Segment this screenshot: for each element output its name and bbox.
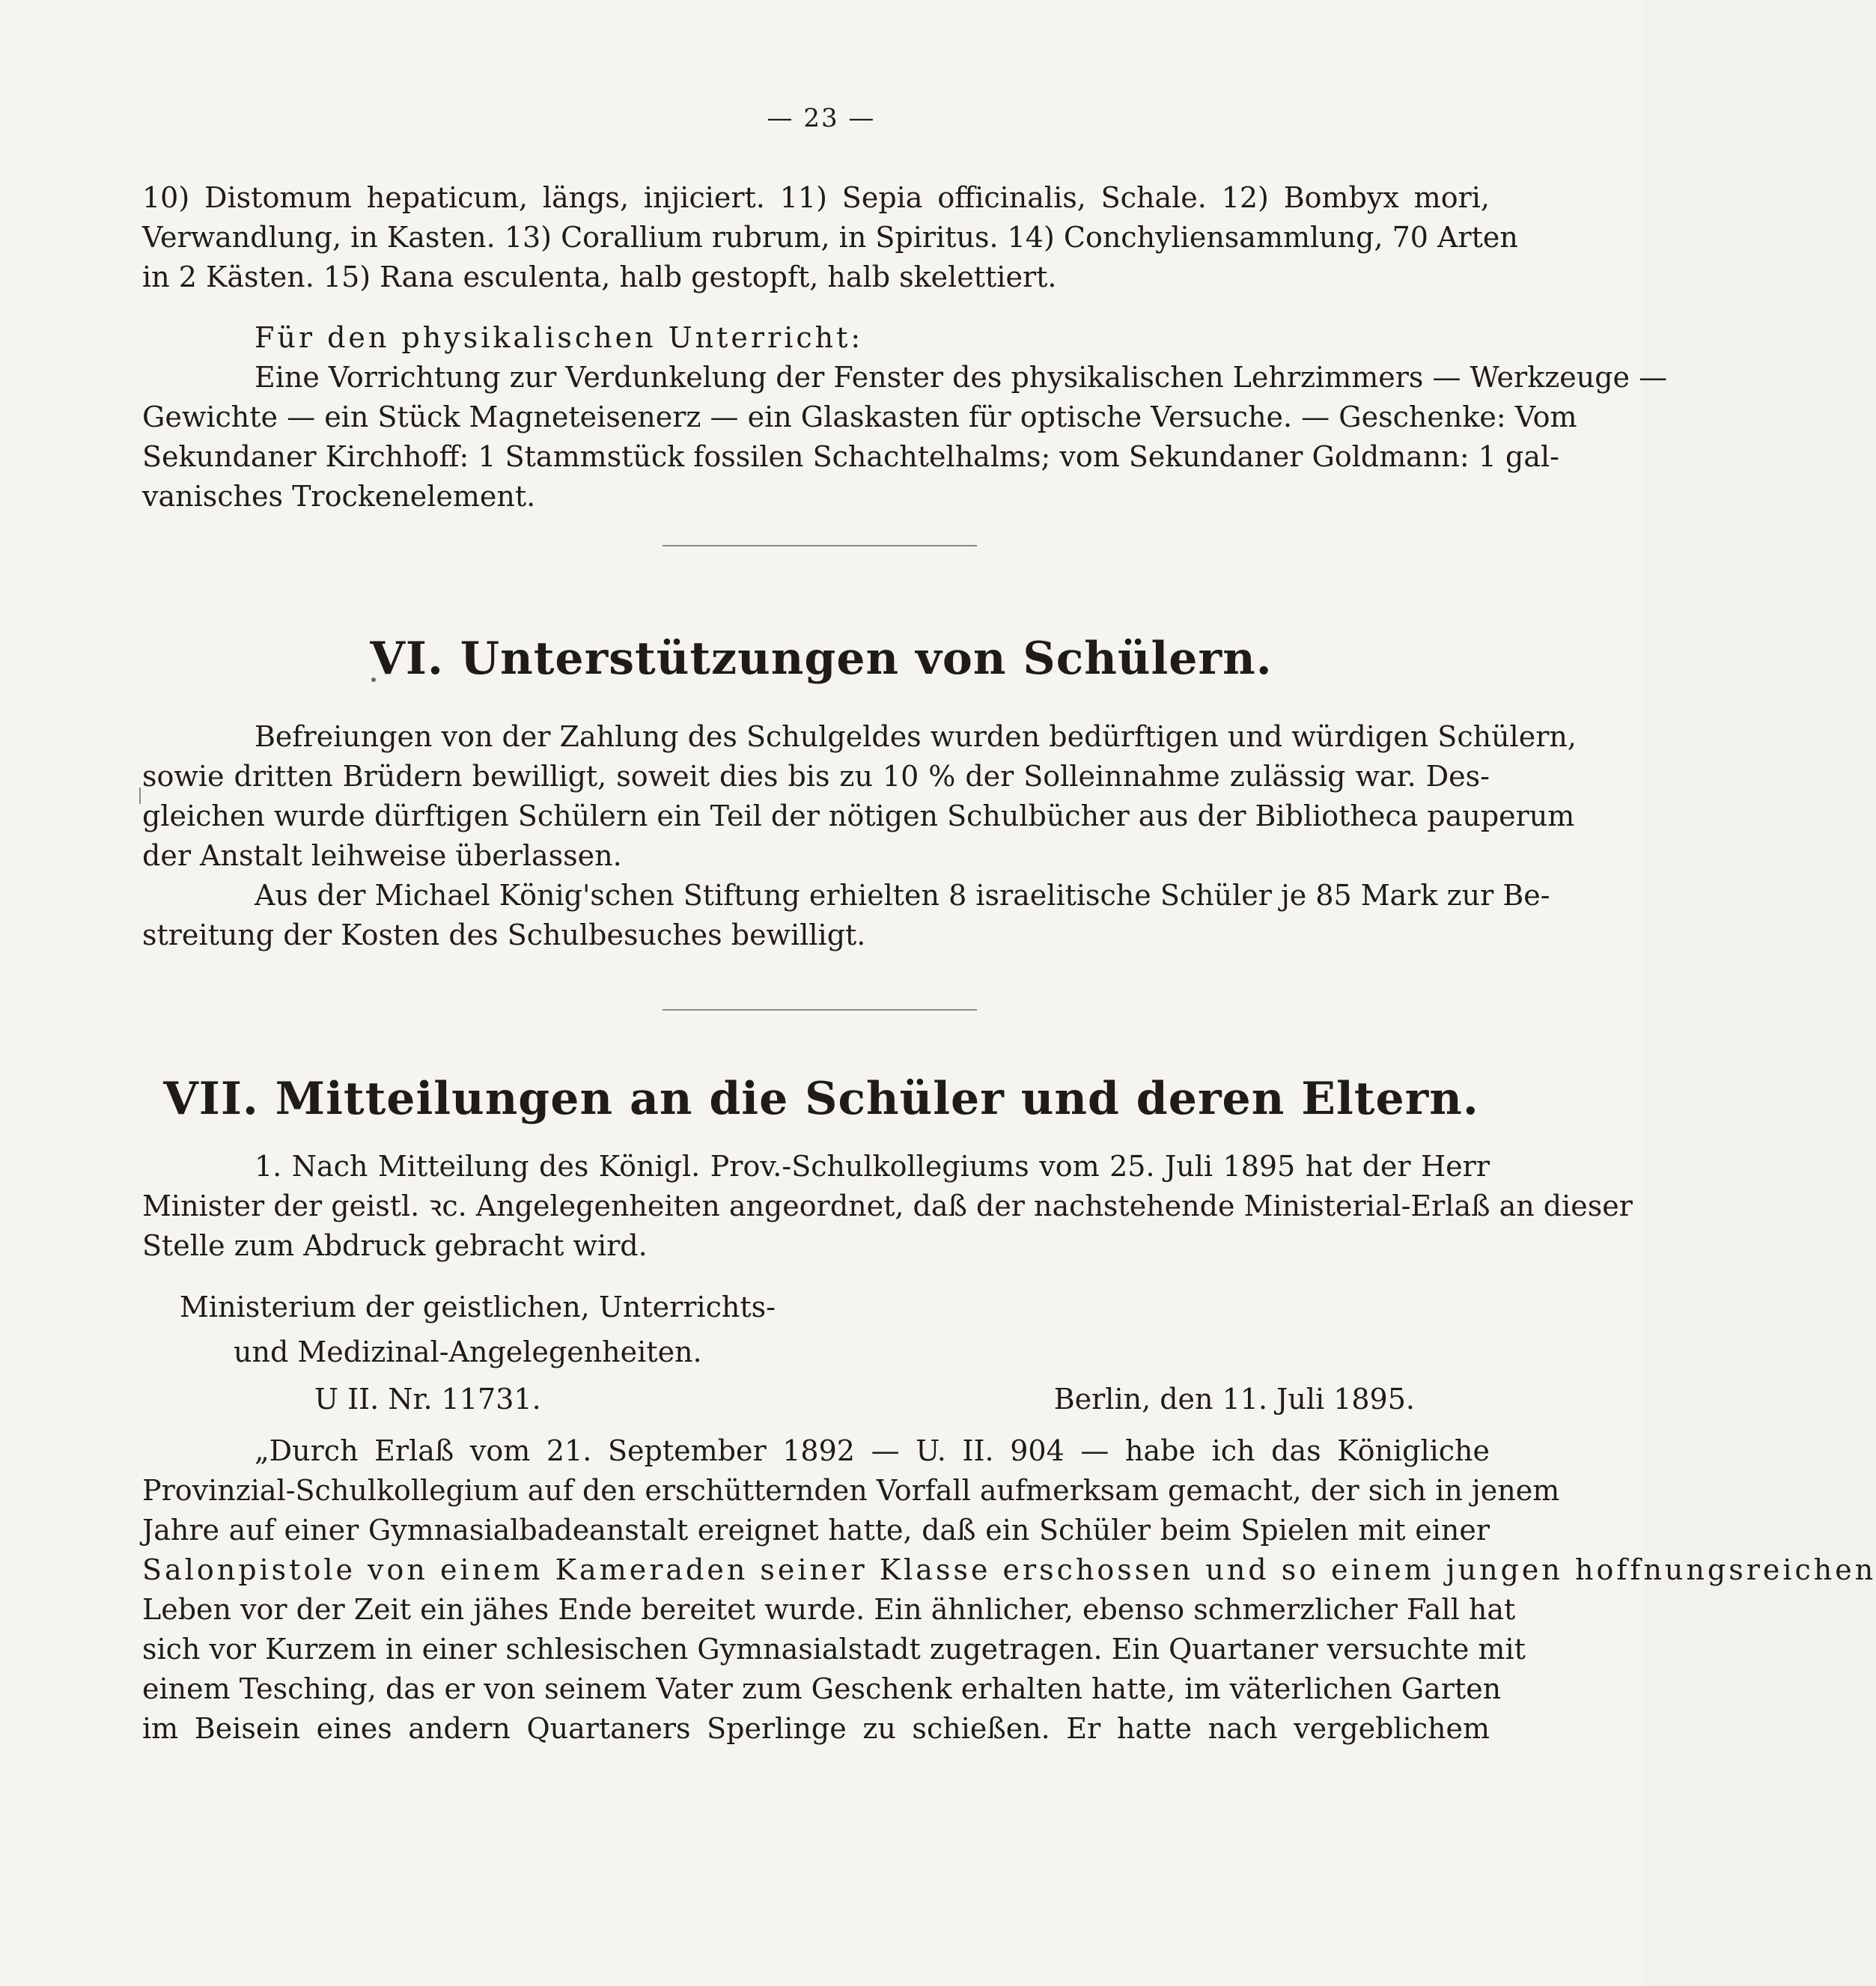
physics-heading: Für den physikalischen Unterricht: (255, 321, 864, 354)
page-number: — 23 — (767, 103, 876, 133)
text-line: 10) Distomum hepaticum, längs, injiciert. 11) Sepia officinalis, Schale. 12) Bombyx mori, (142, 181, 1490, 214)
ministry-name-line2: und Medizinal-Angelegenheiten. (234, 1335, 702, 1368)
decree-text (142, 1431, 1876, 1749)
text-line: Aus der Michael König'schen Stiftung erhielten 8 israelitische Schüler je 85 Mark zur Be- (255, 879, 1550, 912)
text-line: 1. Nach Mitteilung des Königl. Prov.-Schulkollegiums vom 25. Juli 1895 hat der Herr (255, 1150, 1490, 1183)
text-line: Minister der geistl. ꝛc. Angelegenheiten angeordnet, daß der nachstehende Ministerial-Erlaß an dieser (142, 1190, 1633, 1222)
physics-section (142, 318, 1668, 517)
text-line: der Anstalt leihweise überlassen. (142, 839, 622, 872)
text-line: im Beisein eines andern Quartaners Sperlinge zu schießen. Er hatte nach vergeblichem (142, 1712, 1490, 1745)
decree-meta (314, 1383, 1415, 1416)
text-line: Leben vor der Zeit ein jähes Ende bereitet wurde. Ein ähnlicher, ebenso schmerzlicher Fall hat (142, 1593, 1516, 1626)
specimen-list (142, 178, 1518, 297)
section-vi-body (142, 717, 1577, 955)
text-line: Sekundaner Kirchhoff: 1 Stammstück fossilen Schachtelhalms; vom Sekundaner Goldmann: 1 gal- (142, 440, 1559, 473)
text-line: sich vor Kurzem in einer schlesischen Gymnasialstadt zugetragen. Ein Quartaner versuchte mit (142, 1633, 1526, 1666)
text-line: Provinzial-Schulkollegium auf den erschütternden Vorfall aufmerksam gemacht, der sich in jenem (142, 1474, 1560, 1507)
text-line: einem Tesching, das er von seinem Vater zum Geschenk erhalten hatte, im väterlichen Garten (142, 1672, 1502, 1705)
text-line: Salonpistole von einem Kameraden seiner Klasse erschossen und so einem jungen hoffnungsreichen (142, 1553, 1876, 1586)
section-divider (663, 1009, 977, 1011)
text-line: Eine Vorrichtung zur Verdunkelung der Fenster des physikalischen Lehrzimmers — Werkzeuge — (255, 361, 1668, 394)
text-line: gleichen wurde dürftigen Schülern ein Teil der nötigen Schulbücher aus der Bibliotheca pauperum (142, 799, 1575, 832)
text-line: Stelle zum Abdruck gebracht wird. (142, 1229, 648, 1262)
text-line: vanisches Trockenelement. (142, 480, 536, 513)
text-line: Jahre auf einer Gymnasialbadeanstalt ereignet hatte, daß ein Schüler beim Spielen mit einer (142, 1514, 1490, 1547)
text-line: streitung der Kosten des Schulbesuches bewilligt. (142, 919, 866, 951)
text-line: in 2 Kästen. 15) Rana esculenta, halb gestopft, halb skelettiert. (142, 261, 1057, 293)
section-heading-vii: VII. Mitteilungen an die Schüler und deren Eltern. (163, 1073, 1479, 1125)
text-line: Befreiungen von der Zahlung des Schulgeldes wurden bedürftigen und würdigen Schülern, (255, 720, 1577, 753)
section-divider (663, 545, 977, 546)
section-heading-vi: VI. Unterstützungen von Schülern. (370, 633, 1273, 685)
text-line: sowie dritten Brüdern bewilligt, soweit dies bis zu 10 % der Solleinnahme zulässig war. Des- (142, 760, 1490, 793)
text-line: „Durch Erlaß vom 21. September 1892 — U. II. 904 — habe ich das Königliche (255, 1434, 1490, 1467)
margin-mark (139, 788, 141, 804)
text-line: Gewichte — ein Stück Magneteisenerz — ein Glaskasten für optische Versuche. — Geschenke: Vom (142, 400, 1577, 433)
section-vii-intro (142, 1147, 1633, 1266)
ministry-name-line1: Ministerium der geistlichen, Unterrichts- (180, 1291, 776, 1324)
place-date: Berlin, den 11. Juli 1895. (1053, 1383, 1415, 1416)
reference-number: U II. Nr. 11731. (314, 1383, 541, 1416)
text-line: Verwandlung, in Kasten. 13) Corallium rubrum, in Spiritus. 14) Conchyliensammlung, 70 Arten (142, 221, 1518, 254)
